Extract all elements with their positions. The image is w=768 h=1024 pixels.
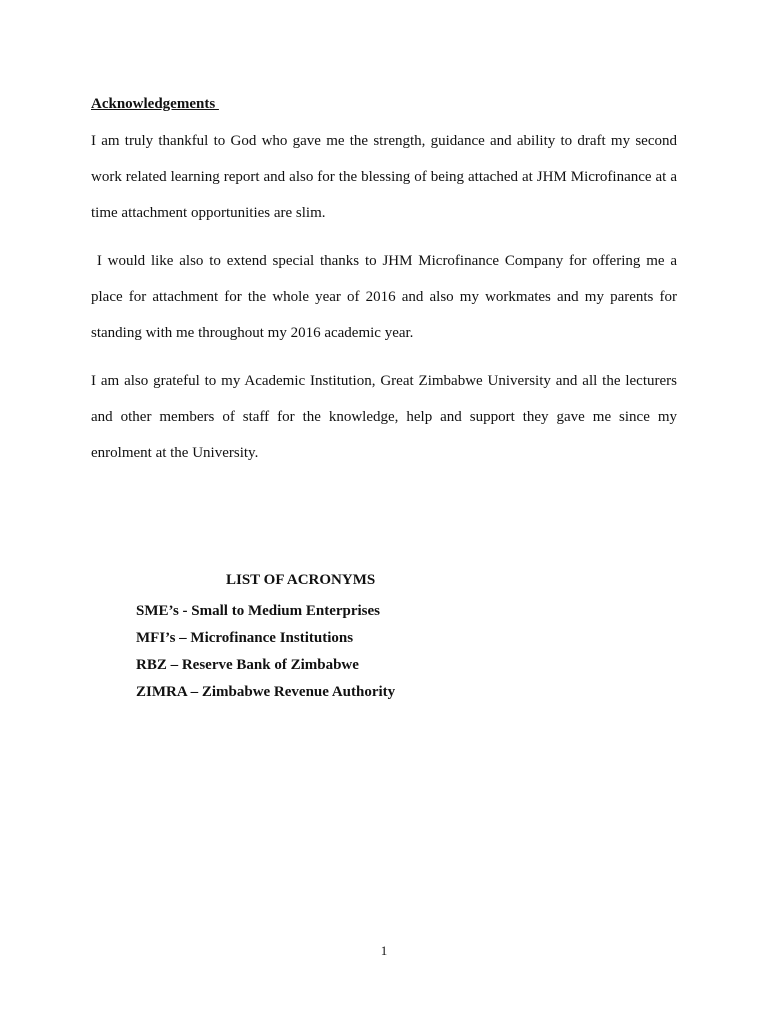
acknowledgements-heading: Acknowledgements (91, 96, 219, 112)
acknowledgements-paragraph: I am also grateful to my Academic Institution, Great Zimbabwe University and all the lecturers and other members of staff for the knowledge, help and support they gave me since my enrolment at the University. (91, 373, 677, 461)
acknowledgements-paragraph: I am truly thankful to God who gave me the strength, guidance and ability to draft my second work related learning report and also for the blessing of being attached at JHM Microfinance at a time attachment opportunities are slim. (91, 133, 677, 221)
acronym-item: RBZ – Reserve Bank of Zimbabwe (136, 657, 359, 673)
acronym-item: SME’s - Small to Medium Enterprises (136, 603, 381, 619)
page-number: 1 (380, 943, 388, 958)
acronym-item: ZIMRA – Zimbabwe Revenue Authority (136, 684, 396, 700)
acronym-item: MFI’s – Microfinance Institutions (136, 630, 354, 646)
acronym-list (136, 598, 395, 706)
acronyms-title: LIST OF ACRONYMS (226, 572, 376, 588)
acknowledgements-paragraph: I would like also to extend special thanks to JHM Microfinance Company for offering me a place for attachment for the whole year of 2016 and also my workmates and my parents for standing with me throughout my 2016 academic year. (91, 253, 677, 341)
